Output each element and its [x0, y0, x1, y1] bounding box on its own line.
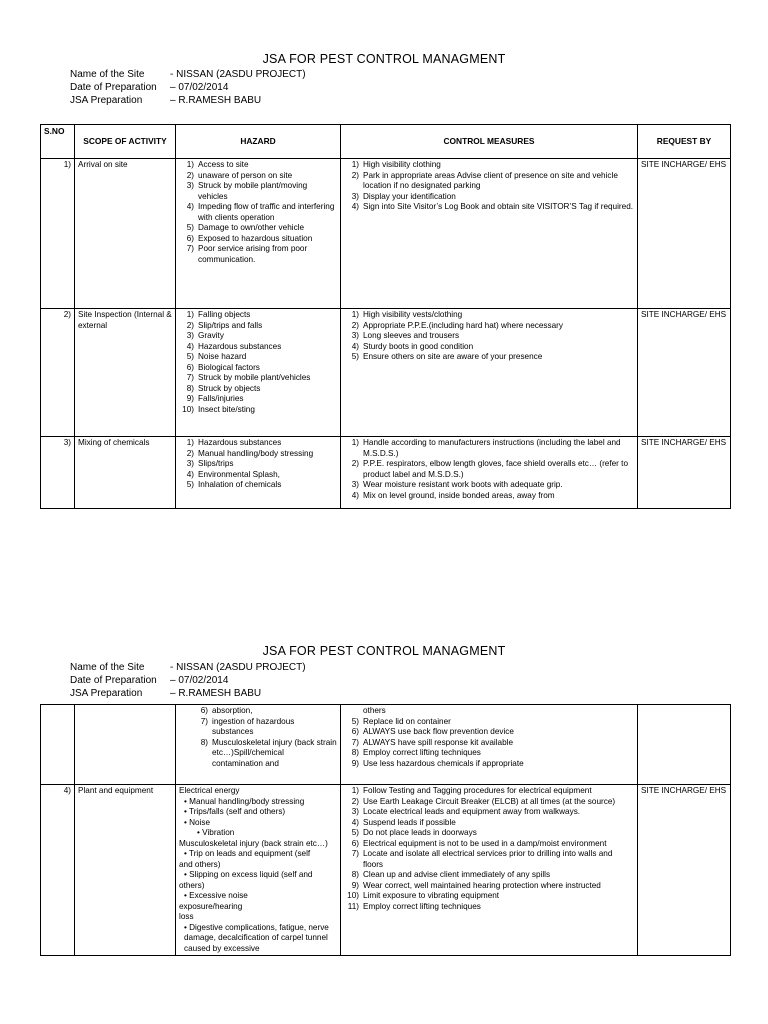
list-text: Mix on level ground, inside bonded areas, away from — [363, 490, 555, 500]
list-number: 1) — [351, 438, 359, 447]
control-list — [344, 786, 634, 912]
cell-sno: 3) — [41, 437, 75, 509]
list-text: Do not place leads in doorways — [363, 828, 477, 837]
list-number: 6) — [186, 362, 194, 372]
list-text: Long sleeves and trousers — [363, 331, 460, 340]
table-header-row — [41, 125, 731, 159]
list-number: 2) — [186, 320, 194, 330]
list-text: Clean up and advise client immediately of any spills — [363, 870, 551, 879]
list-number: 9) — [186, 394, 194, 403]
hazard-item — [179, 717, 337, 738]
hazard-item — [179, 310, 337, 321]
control-item — [344, 480, 634, 491]
page-title-2: JSA FOR PEST CONTROL MANAGMENT — [262, 644, 506, 658]
list-text: absorption, — [212, 706, 253, 715]
hazard-line: Musculoskeletal injury (back strain etc…) — [179, 838, 328, 848]
cell-request-by: SITE INCHARGE/ EHS — [638, 437, 731, 509]
list-text: Damage to own/other vehicle — [198, 223, 305, 232]
list-text: Sturdy boots in good condition — [363, 341, 474, 351]
list-text: Falls/injuries — [198, 394, 244, 403]
cell-hazard — [176, 437, 341, 509]
cell-control-measures — [341, 437, 638, 509]
list-text: Environmental Splash, — [198, 469, 280, 479]
list-text: Use Earth Leakage Circuit Breaker (ELCB) at all times (at the source) — [363, 796, 616, 806]
hazard-item — [179, 244, 337, 265]
hazard-item — [179, 449, 337, 460]
meta-site-2: Name of the Site - NISSAN (2ASDU PROJECT) — [70, 662, 306, 673]
hazard-line: • Manual handling/body stressing — [184, 796, 305, 806]
cell-hazard — [176, 309, 341, 437]
list-text: Poor service arising from poor communication. — [198, 244, 308, 264]
list-text: Insect bite/sting — [198, 404, 255, 414]
control-item — [344, 459, 634, 480]
list-number: 6) — [351, 838, 359, 848]
list-text: unaware of person on site — [198, 170, 293, 180]
list-text: Limit exposure to vibrating equipment — [363, 891, 500, 900]
control-list — [344, 717, 634, 770]
list-number: 4) — [351, 490, 359, 500]
control-item — [344, 839, 634, 850]
cell-sno: 2) — [41, 309, 75, 437]
list-number: 3) — [186, 331, 194, 340]
control-list — [344, 160, 634, 213]
document-meta-2 — [70, 661, 306, 700]
hazard-line: • Noise — [184, 817, 211, 827]
list-number: 5) — [351, 352, 359, 361]
list-number: 3) — [351, 807, 359, 816]
list-text: P.P.E. respirators, elbow length gloves, face shield overalls etc… (refer to product label and M.S.D.S.) — [363, 459, 629, 479]
list-number: 2) — [186, 448, 194, 458]
list-text: Access to site — [198, 160, 249, 169]
list-number: 1) — [351, 160, 359, 169]
list-text: Wear correct, well maintained hearing protection where instructed — [363, 880, 601, 890]
meta-date-2: Date of Preparation – 07/02/2014 — [70, 675, 229, 686]
list-number: 11) — [347, 901, 359, 911]
hazard-list — [179, 706, 337, 769]
list-number: 4) — [351, 202, 359, 211]
list-text: Replace lid on container — [363, 716, 451, 726]
meta-preparation-2: JSA Preparation – R.RAMESH BABU — [70, 688, 262, 699]
meta-preparation: JSA Preparation – R.RAMESH BABU — [70, 95, 262, 106]
list-number: 8) — [200, 737, 208, 747]
control-item — [344, 849, 634, 870]
jsa-table-continued — [40, 704, 731, 956]
table-row — [41, 437, 731, 509]
list-number: 3) — [186, 459, 194, 468]
hazard-item — [179, 202, 337, 223]
hazard-line: and others) — [179, 859, 221, 869]
table-row-continued — [41, 705, 731, 785]
cell-hazard — [176, 785, 341, 956]
list-number: 3) — [186, 181, 194, 190]
header-request-by: REQUEST BY — [638, 125, 731, 159]
list-number: 9) — [351, 880, 359, 890]
list-number: 2) — [186, 170, 194, 180]
list-text: Struck by objects — [198, 383, 261, 393]
hazard-item — [179, 405, 337, 416]
control-item — [344, 321, 634, 332]
hazard-line: exposure/hearing — [179, 901, 243, 911]
table-row — [41, 159, 731, 309]
hazard-item — [179, 394, 337, 405]
list-number: 2) — [351, 170, 359, 180]
list-number: 7) — [351, 737, 359, 747]
jsa-table — [40, 124, 731, 509]
hazard-item — [179, 373, 337, 384]
list-text: Appropriate P.P.E.(including hard hat) where necessary — [363, 320, 563, 330]
list-number: 10) — [182, 404, 194, 414]
list-number: 3) — [351, 331, 359, 340]
list-text: Wear moisture resistant work boots with adequate grip. — [363, 480, 563, 489]
list-number: 3) — [351, 480, 359, 489]
list-number: 5) — [351, 828, 359, 837]
list-number: 9) — [351, 758, 359, 768]
hazard-list — [179, 310, 337, 415]
list-number: 1) — [186, 160, 194, 169]
hazard-item — [179, 384, 337, 395]
hazard-line: • Vibration — [197, 828, 235, 837]
list-number: 6) — [186, 233, 194, 243]
control-item — [344, 727, 634, 738]
list-text: Impeding flow of traffic and interfering with clients operation — [198, 202, 335, 222]
list-text: Slips/trips — [198, 459, 234, 468]
cell-scope: Site Inspection (Internal & external — [75, 309, 176, 437]
hazard-item — [179, 171, 337, 182]
cell-sno — [41, 705, 75, 785]
control-item — [344, 202, 634, 213]
list-text: ALWAYS use back flow prevention device — [363, 727, 514, 736]
hazard-line: • Digestive complications, fatigue, nerve damage, decalcification of carpel tunnel caused by excessive — [184, 922, 329, 953]
hazard-item — [179, 438, 337, 449]
list-text: Gravity — [198, 331, 224, 340]
control-item — [344, 891, 634, 902]
control-item — [344, 748, 634, 759]
list-number: 1) — [186, 438, 194, 447]
list-number: 2) — [351, 459, 359, 468]
list-text: Exposed to hazardous situation — [198, 233, 313, 243]
control-list — [344, 310, 634, 363]
list-number: 8) — [351, 870, 359, 879]
control-item — [344, 331, 634, 342]
list-text: ALWAYS have spill response kit available — [363, 737, 514, 747]
cell-request-by — [638, 705, 731, 785]
list-number: 4) — [351, 817, 359, 827]
list-text: Employ correct lifting techniques — [363, 748, 481, 757]
list-text: Display your identification — [363, 191, 456, 201]
list-text: Biological factors — [198, 362, 260, 372]
cell-sno: 1) — [41, 159, 75, 309]
cell-request-by: SITE INCHARGE/ EHS — [638, 309, 731, 437]
list-number: 1) — [351, 786, 359, 795]
list-text: Sign into Site Visitor’s Log Book and obtain site VISITOR’S Tag if required. — [363, 202, 634, 211]
control-item — [344, 438, 634, 459]
hazard-list — [179, 438, 337, 491]
hazard-line: • Trip on leads and equipment (self — [184, 849, 311, 858]
hazard-item — [179, 480, 337, 491]
list-text: High visibility clothing — [363, 160, 441, 169]
control-item — [344, 171, 634, 192]
table-row — [41, 309, 731, 437]
cell-scope: Mixing of chemicals — [75, 437, 176, 509]
document-meta — [70, 68, 306, 107]
control-item — [344, 807, 634, 818]
hazard-item — [179, 459, 337, 470]
hazard-item — [179, 234, 337, 245]
list-number: 4) — [186, 469, 194, 479]
control-item — [344, 192, 634, 203]
hazard-list — [179, 160, 337, 265]
control-item — [344, 881, 634, 892]
meta-site: Name of the Site - NISSAN (2ASDU PROJECT) — [70, 69, 306, 80]
control-item — [344, 160, 634, 171]
list-number: 7) — [200, 716, 208, 726]
list-text: Noise hazard — [198, 352, 247, 361]
control-item — [344, 738, 634, 749]
control-item — [344, 717, 634, 728]
meta-date: Date of Preparation – 07/02/2014 — [70, 82, 229, 93]
list-number: 8) — [186, 383, 194, 393]
list-text: Inhalation of chemicals — [198, 480, 282, 489]
list-text: Use less hazardous chemicals if appropriate — [363, 758, 524, 768]
list-number: 7) — [186, 244, 194, 253]
list-text: Hazardous substances — [198, 438, 282, 447]
cell-scope: Arrival on site — [75, 159, 176, 309]
hazard-line: • Excessive noise — [184, 891, 248, 900]
cell-scope — [75, 705, 176, 785]
hazard-line: Electrical energy — [179, 786, 240, 795]
control-item — [344, 491, 634, 502]
list-text: Locate electrical leads and equipment away from walkways. — [363, 807, 581, 816]
control-list — [344, 438, 634, 501]
list-number: 6) — [351, 727, 359, 736]
control-item — [344, 797, 634, 808]
list-number: 8) — [351, 748, 359, 757]
hazard-item — [179, 181, 337, 202]
control-item — [344, 818, 634, 829]
list-text: Locate and isolate all electrical services prior to drilling into walls and floors — [363, 849, 613, 869]
hazard-item — [179, 342, 337, 353]
list-text: Falling objects — [198, 310, 251, 319]
cell-control-measures — [341, 705, 638, 785]
cell-hazard — [176, 159, 341, 309]
control-item — [344, 870, 634, 881]
page-gap — [0, 518, 768, 590]
list-number: 4) — [186, 202, 194, 211]
cell-control-measures — [341, 785, 638, 956]
list-text: Follow Testing and Tagging procedures for electrical equipment — [363, 786, 592, 795]
control-continued-text: others — [363, 706, 386, 715]
list-number: 1) — [186, 310, 194, 319]
hazard-item — [179, 363, 337, 374]
cell-scope: Plant and equipment — [75, 785, 176, 956]
list-text: Ensure others on site are aware of your presence — [363, 352, 543, 361]
list-text: Hazardous substances — [198, 341, 282, 351]
page-title: JSA FOR PEST CONTROL MANAGMENT — [262, 52, 506, 66]
cell-request-by: SITE INCHARGE/ EHS — [638, 159, 731, 309]
list-number: 7) — [186, 373, 194, 382]
list-number: 2) — [351, 320, 359, 330]
list-number: 5) — [186, 480, 194, 489]
header-control-measures: CONTROL MEASURES — [341, 125, 638, 159]
list-text: Park in appropriate areas Advise client of presence on site and vehicle location if no designated parking — [363, 170, 618, 190]
control-item — [344, 786, 634, 797]
list-text: High visibility vests/clothing — [363, 310, 463, 319]
header-sno: S.NO — [41, 125, 75, 159]
control-item — [344, 342, 634, 353]
hazard-line: others) — [179, 880, 205, 890]
header-hazard: HAZARD — [176, 125, 341, 159]
list-number: 1) — [351, 310, 359, 319]
hazard-item — [179, 160, 337, 171]
hazard-line: loss — [179, 912, 194, 921]
hazard-line: • Slipping on excess liquid (self and — [184, 870, 313, 879]
hazard-item — [179, 321, 337, 332]
table-row — [41, 785, 731, 956]
list-text: Struck by mobile plant/moving vehicles — [198, 181, 308, 201]
list-number: 10) — [347, 891, 359, 900]
hazard-line: • Trips/falls (self and others) — [184, 807, 286, 816]
list-number: 4) — [186, 341, 194, 351]
hazard-item — [179, 738, 337, 770]
hazard-item — [179, 223, 337, 234]
hazard-item — [179, 706, 337, 717]
list-text: Manual handling/body stressing — [198, 448, 314, 458]
cell-hazard — [176, 705, 341, 785]
cell-control-measures — [341, 159, 638, 309]
control-item — [344, 902, 634, 913]
list-text: Employ correct lifting techniques — [363, 901, 481, 911]
cell-control-measures — [341, 309, 638, 437]
list-number: 7) — [351, 849, 359, 858]
list-text: Musculoskeletal injury (back strain etc…)Spill/chemical contamination and — [212, 737, 337, 768]
hazard-item — [179, 331, 337, 342]
list-number: 5) — [186, 352, 194, 361]
header-scope: SCOPE OF ACTIVITY — [75, 125, 176, 159]
list-number: 3) — [351, 191, 359, 201]
control-item — [344, 310, 634, 321]
list-number: 5) — [351, 716, 359, 726]
list-number: 6) — [200, 706, 208, 715]
hazard-item — [179, 470, 337, 481]
list-number: 5) — [186, 223, 194, 232]
hazard-item — [179, 352, 337, 363]
list-text: Slip/trips and falls — [198, 320, 263, 330]
list-number: 4) — [351, 341, 359, 351]
control-item — [344, 828, 634, 839]
list-text: Electrical equipment is not to be used in a damp/moist environment — [363, 838, 607, 848]
cell-request-by: SITE INCHARGE/ EHS — [638, 785, 731, 956]
cell-sno: 4) — [41, 785, 75, 956]
list-text: Struck by mobile plant/vehicles — [198, 373, 311, 382]
list-text: ingestion of hazardous substances — [212, 716, 295, 736]
control-item — [344, 759, 634, 770]
list-number: 2) — [351, 796, 359, 806]
list-text: Handle according to manufacturers instructions (including the label and M.S.D.S.) — [363, 438, 621, 458]
control-item — [344, 352, 634, 363]
list-text: Suspend leads if possible — [363, 817, 456, 827]
